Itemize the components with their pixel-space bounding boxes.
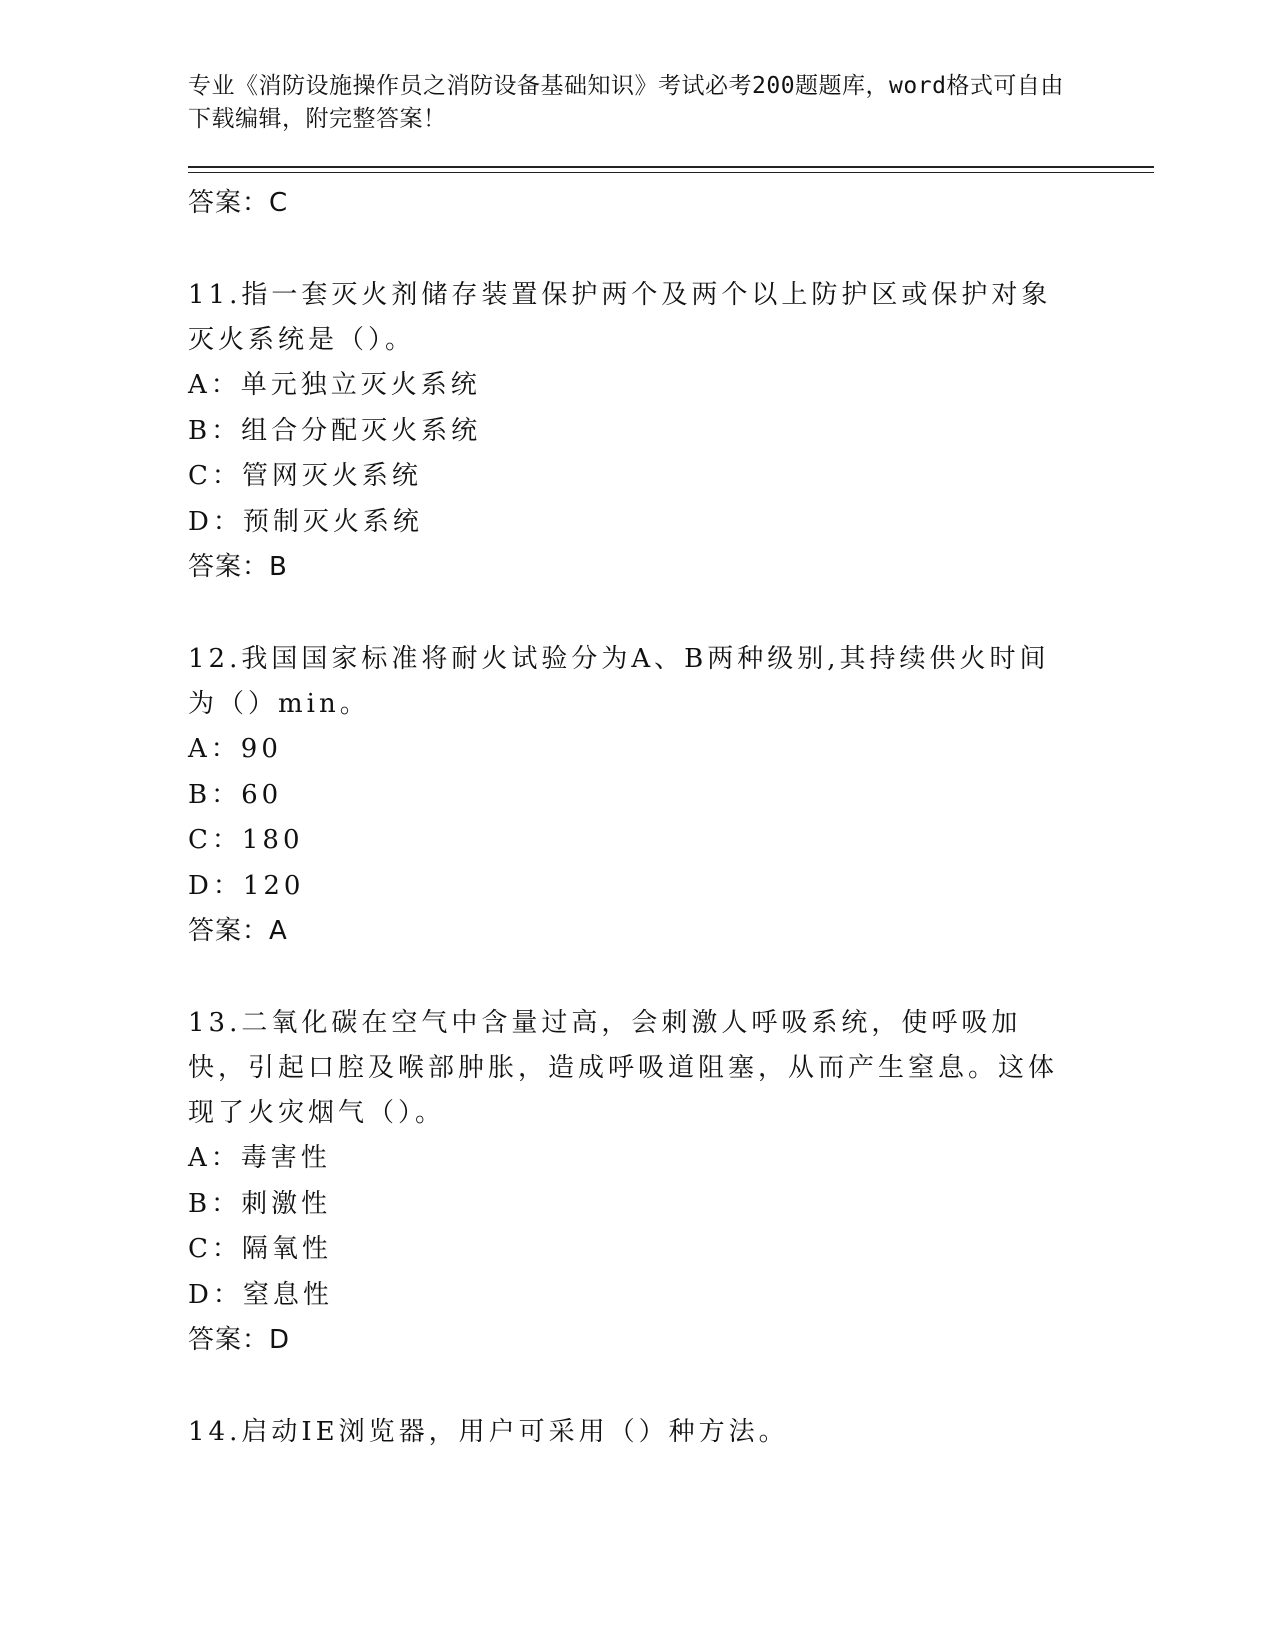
question-12 [188,637,1148,954]
option-d: D：窒息性 [188,1279,333,1310]
option-c: C：隔氧性 [188,1234,332,1264]
option-c: C：管网灭火系统 [188,461,422,491]
option-b: B：组合分配灭火系统 [188,415,482,446]
option-a: A：90 [188,734,282,764]
answer-12: 答案：A [188,916,288,946]
option-b: B：刺激性 [188,1188,332,1219]
option-a: A：单元独立灭火系统 [188,370,481,400]
question-stem: 14.启动IE浏览器，用户可采用（）种方法。 [188,1417,789,1447]
question-14 [188,1410,1148,1455]
question-11 [188,273,1148,590]
answer-13: 答案：D [188,1325,291,1355]
option-c: C：180 [188,825,304,855]
option-a: A：毒害性 [188,1143,331,1173]
document-header: 专业《消防设施操作员之消防设备基础知识》考试必考200题题库，word格式可自由下载编辑，附完整答案！ [188,73,1064,132]
option-b: B：60 [188,779,283,810]
document-page [188,70,1148,1455]
question-13 [188,1001,1148,1363]
option-d: D：预制灭火系统 [188,506,423,537]
question-stem: 13.二氧化碳在空气中含量过高，会刺激人呼吸系统，使呼吸加快，引起口腔及喉部肿胀，造成呼吸道阻塞，从而产生窒息。这体现了火灾烟气（）。 [188,1008,1059,1128]
question-stem: 12.我国国家标准将耐火试验分为A、B两种级别,其持续供火时间为（）min。 [188,644,1050,719]
question-stem: 11.指一套灭火剂储存装置保护两个及两个以上防护区或保护对象灭火系统是（）。 [188,280,1052,355]
header-divider [188,166,1154,173]
option-d: D：120 [188,870,305,901]
answer-10: 答案：C [188,188,289,218]
answer-11: 答案：B [188,552,288,582]
